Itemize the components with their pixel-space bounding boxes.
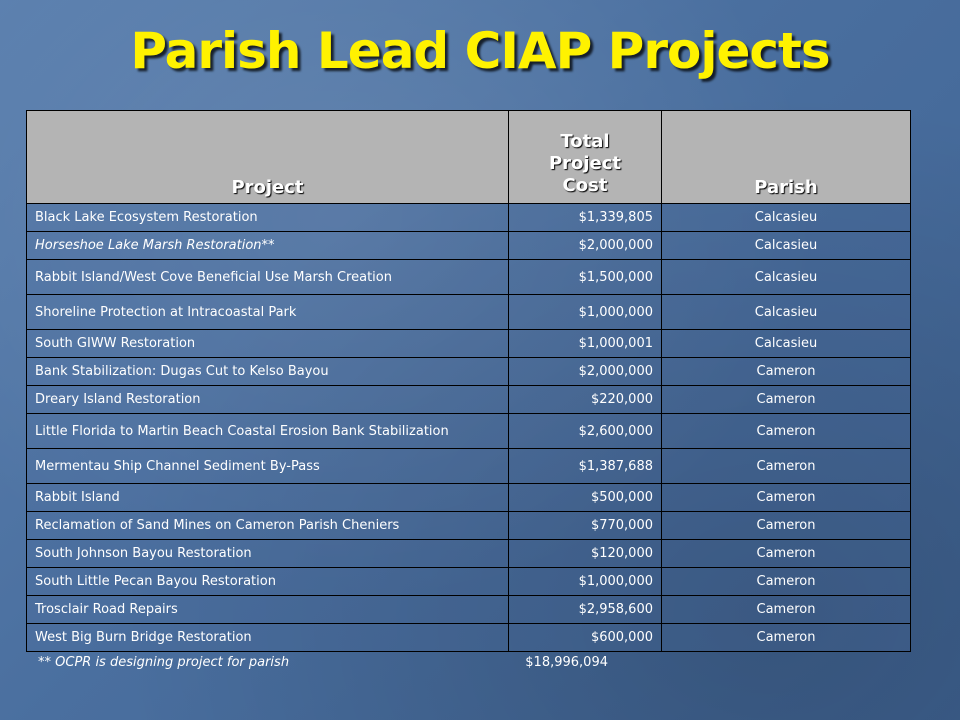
column-header-parish: Parish <box>662 111 911 204</box>
slide-title: Parish Lead CIAP Projects <box>130 22 830 80</box>
project-name-cell: West Big Burn Bridge Restoration <box>27 624 509 652</box>
project-name-cell: Shoreline Protection at Intracoastal Park <box>27 295 509 330</box>
cost-cell: $600,000 <box>509 624 662 652</box>
cost-cell: $1,339,805 <box>509 204 662 232</box>
cost-cell: $1,000,000 <box>509 295 662 330</box>
table-row <box>27 624 911 652</box>
parish-cell: Cameron <box>662 414 911 449</box>
project-name-cell: South Johnson Bayou Restoration <box>27 540 509 568</box>
table-row <box>27 204 911 232</box>
parish-cell: Calcasieu <box>662 232 911 260</box>
cost-cell: $1,387,688 <box>509 449 662 484</box>
table-row <box>27 295 911 330</box>
cost-cell: $1,000,001 <box>509 330 662 358</box>
table-row <box>27 449 911 484</box>
table-row <box>27 386 911 414</box>
cost-cell: $500,000 <box>509 484 662 512</box>
cost-cell: $1,500,000 <box>509 260 662 295</box>
cost-cell: $2,600,000 <box>509 414 662 449</box>
table-row <box>27 232 911 260</box>
column-header-project: Project <box>27 111 509 204</box>
parish-cell: Cameron <box>662 484 911 512</box>
cost-cell: $2,000,000 <box>509 358 662 386</box>
total-cost: $18,996,094 <box>525 655 608 670</box>
parish-cell: Calcasieu <box>662 330 911 358</box>
parish-cell: Cameron <box>662 449 911 484</box>
project-name-cell: Trosclair Road Repairs <box>27 596 509 624</box>
project-name-cell: Bank Stabilization: Dugas Cut to Kelso Bayou <box>27 358 509 386</box>
project-name-cell: Dreary Island Restoration <box>27 386 509 414</box>
project-name-cell: South Little Pecan Bayou Restoration <box>27 568 509 596</box>
table-row <box>27 414 911 449</box>
projects-table <box>26 110 911 652</box>
parish-cell: Cameron <box>662 358 911 386</box>
project-name-cell: Mermentau Ship Channel Sediment By-Pass <box>27 449 509 484</box>
table-row <box>27 330 911 358</box>
parish-cell: Cameron <box>662 596 911 624</box>
project-name-cell: Reclamation of Sand Mines on Cameron Parish Cheniers <box>27 512 509 540</box>
parish-cell: Calcasieu <box>662 260 911 295</box>
project-name-cell: Rabbit Island/West Cove Beneficial Use Marsh Creation <box>27 260 509 295</box>
parish-cell: Cameron <box>662 386 911 414</box>
footnote: ** OCPR is designing project for parish <box>38 655 290 670</box>
parish-cell: Calcasieu <box>662 204 911 232</box>
table-row <box>27 484 911 512</box>
table-row <box>27 512 911 540</box>
table-row <box>27 260 911 295</box>
parish-cell: Cameron <box>662 512 911 540</box>
table-row <box>27 358 911 386</box>
cost-cell: $2,000,000 <box>509 232 662 260</box>
cost-cell: $220,000 <box>509 386 662 414</box>
table-row <box>27 596 911 624</box>
project-name-cell: Horseshoe Lake Marsh Restoration** <box>27 232 509 260</box>
cost-cell: $1,000,000 <box>509 568 662 596</box>
cost-cell: $2,958,600 <box>509 596 662 624</box>
parish-cell: Calcasieu <box>662 295 911 330</box>
cost-cell: $120,000 <box>509 540 662 568</box>
column-header-total-project-cost: Total Project Cost <box>509 111 662 204</box>
project-name-cell: Rabbit Island <box>27 484 509 512</box>
table-row <box>27 568 911 596</box>
project-name-cell: Little Florida to Martin Beach Coastal Erosion Bank Stabilization <box>27 414 509 449</box>
project-name-cell: South GIWW Restoration <box>27 330 509 358</box>
parish-cell: Cameron <box>662 568 911 596</box>
parish-cell: Cameron <box>662 624 911 652</box>
table-row <box>27 540 911 568</box>
parish-cell: Cameron <box>662 540 911 568</box>
cost-cell: $770,000 <box>509 512 662 540</box>
project-name-cell: Black Lake Ecosystem Restoration <box>27 204 509 232</box>
header-row <box>27 111 911 204</box>
